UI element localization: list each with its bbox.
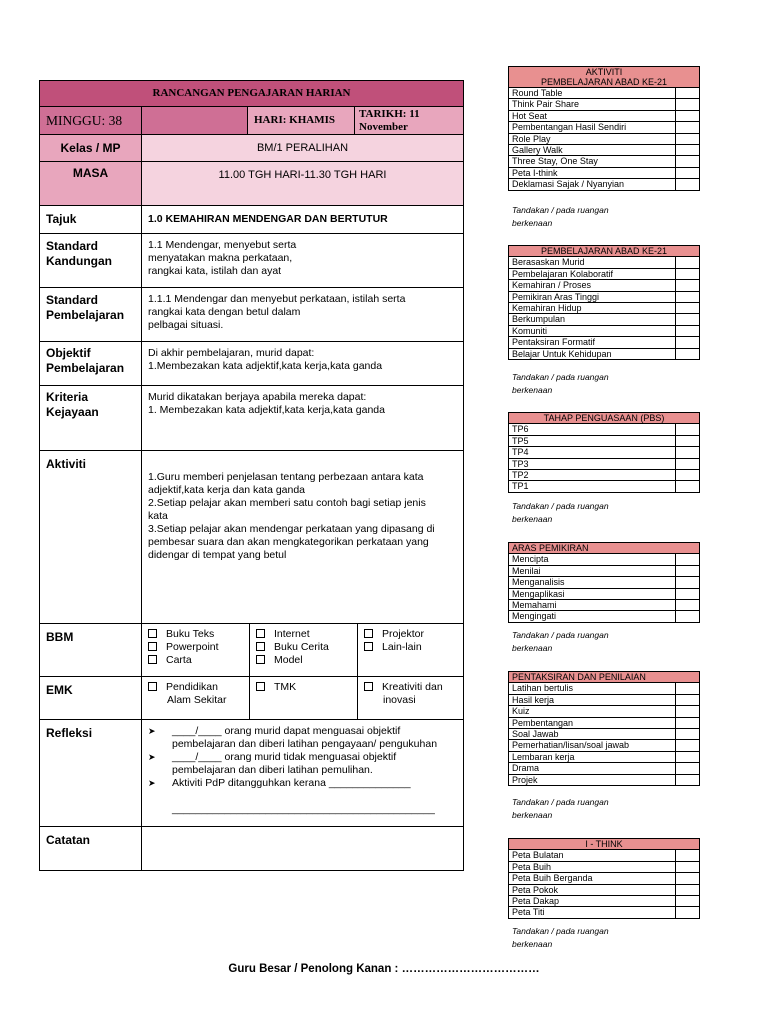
checklist-item-label: Pemerhatian/lisan/soal jawab bbox=[509, 740, 676, 751]
bbm-buku-cerita-label: Buku Cerita bbox=[274, 641, 329, 653]
checklist-item-label: TP6 bbox=[509, 424, 676, 435]
checklist-item-label: Gallery Walk bbox=[509, 145, 676, 156]
tandakan-note: Tandakan / pada ruangan berkenaan bbox=[512, 797, 609, 820]
checklist-item-label: Kemahiran Hidup bbox=[509, 303, 676, 314]
checklist-tick-box[interactable] bbox=[676, 740, 700, 751]
checklist-item-label: Pembentangan bbox=[509, 717, 676, 728]
tajuk-value: 1.0 KEMAHIRAN MENDENGAR DAN BERTUTUR bbox=[142, 206, 464, 234]
bbm-model-label: Model bbox=[274, 654, 303, 666]
refleksi-label: Refleksi bbox=[40, 720, 142, 827]
checklist-row bbox=[509, 861, 700, 872]
checklist-tick-box[interactable] bbox=[676, 763, 700, 774]
tandakan-note: Tandakan / pada ruangan berkenaan bbox=[512, 926, 609, 949]
checklist-tick-box[interactable] bbox=[676, 110, 700, 121]
checklist-row bbox=[509, 145, 700, 156]
checklist-tick-box[interactable] bbox=[676, 291, 700, 302]
tarikh-cell: TARIKH: 11 November bbox=[355, 107, 464, 135]
standard-pembelajaran-value: 1.1.1 Mendengar dan menyebut perkataan, istilah serta rangkai kata dengan betul dalam pelbagai situasi. bbox=[142, 288, 464, 342]
checklist-item-label: Berasaskan Murid bbox=[509, 257, 676, 268]
checklist-row bbox=[509, 470, 700, 481]
checklist-row bbox=[509, 611, 700, 622]
checklist-item-label: Hasil kerja bbox=[509, 694, 676, 705]
checklist-row bbox=[509, 600, 700, 611]
checklist-item-label: Hot Seat bbox=[509, 110, 676, 121]
minggu-cell: MINGGU: 38 bbox=[40, 107, 142, 135]
pembelajaran-abad-21-header: PEMBELAJARAN ABAD KE-21 bbox=[509, 246, 700, 257]
checklist-row bbox=[509, 122, 700, 133]
bbm-carta-checkbox[interactable] bbox=[148, 655, 157, 664]
checklist-tick-box[interactable] bbox=[676, 167, 700, 178]
emk-options bbox=[142, 677, 464, 720]
checklist-tick-box[interactable] bbox=[675, 447, 699, 458]
checklist-row bbox=[509, 447, 700, 458]
plan-title: RANCANGAN PENGAJARAN HARIAN bbox=[40, 81, 464, 107]
checklist-row bbox=[509, 751, 700, 762]
checklist-row bbox=[509, 554, 700, 565]
catatan-field[interactable] bbox=[142, 827, 464, 871]
bbm-lain-lain-label: Lain-lain bbox=[382, 641, 422, 653]
checklist-item-label: Pentaksiran Formatif bbox=[509, 337, 676, 348]
checklist-item-label: TP2 bbox=[509, 470, 676, 481]
aras-pemikiran-table bbox=[508, 542, 700, 623]
catatan-label: Catatan bbox=[40, 827, 142, 871]
masa-value: 11.00 TGH HARI-11.30 TGH HARI bbox=[142, 162, 464, 206]
checklist-row bbox=[509, 179, 700, 190]
standard-kandungan-value: 1.1 Mendengar, menyebut serta menyatakan makna perkataan, rangkai kata, istilah dan ayat bbox=[142, 234, 464, 288]
checklist-item-label: Peta I-think bbox=[509, 167, 676, 178]
checklist-item-label: Lembaran kerja bbox=[509, 751, 676, 762]
kriteria-value: Murid dikatakan berjaya apabila mereka dapat: 1. Membezakan kata adjektif,kata kerja,kata ganda bbox=[142, 386, 464, 451]
checklist-row bbox=[509, 683, 700, 694]
checklist-item-label: Peta Pokok bbox=[509, 884, 676, 895]
checklist-item-label: Three Stay, One Stay bbox=[509, 156, 676, 167]
refleksi-value: ➤ ____/____ orang murid dapat menguasai objektif pembelajaran dan diberi latihan pengayaan/ pengukuhan ➤ ____/____ orang murid tidak menguasai objektif pembelajaran dan diberi latihan pemulihan. ➤ Aktiviti PdP ditangguhkan kerana ______________ _____________________________________________ bbox=[142, 720, 464, 827]
checklist-tick-box[interactable] bbox=[676, 145, 700, 156]
checklist-tick-box[interactable] bbox=[675, 435, 699, 446]
checklist-tick-box[interactable] bbox=[676, 706, 700, 717]
checklist-tick-box[interactable] bbox=[676, 774, 700, 785]
bbm-label: BBM bbox=[40, 624, 142, 677]
checklist-tick-box[interactable] bbox=[675, 458, 699, 469]
checklist-tick-box[interactable] bbox=[676, 588, 700, 599]
kriteria-label: Kriteria Kejayaan bbox=[40, 386, 142, 451]
bbm-projektor-label: Projektor bbox=[382, 628, 425, 640]
checklist-tick-box[interactable] bbox=[676, 303, 700, 314]
checklist-item-label: TP4 bbox=[509, 447, 676, 458]
checklist-tick-box[interactable] bbox=[676, 337, 700, 348]
checklist-row bbox=[509, 268, 700, 279]
checklist-tick-box[interactable] bbox=[676, 896, 700, 907]
checklist-item-label: Pembelajaran Kolaboratif bbox=[509, 268, 676, 279]
bbm-powerpoint-label: Powerpoint bbox=[166, 641, 219, 653]
checklist-row bbox=[509, 884, 700, 895]
checklist-item-label: TP3 bbox=[509, 458, 676, 469]
checklist-item-label: Memahami bbox=[509, 600, 676, 611]
objektif-value: Di akhir pembelajaran, murid dapat: 1.Membezakan kata adjektif,kata kerja,kata ganda bbox=[142, 342, 464, 386]
bbm-internet-checkbox[interactable] bbox=[256, 629, 265, 638]
checklist-item-label: Role Play bbox=[509, 133, 676, 144]
emk-pendidikan-checkbox[interactable] bbox=[148, 682, 157, 691]
hari-cell: HARI: KHAMIS bbox=[248, 107, 355, 135]
emk-tmk-label: TMK bbox=[274, 681, 297, 693]
checklist-row bbox=[509, 907, 700, 918]
checklist-row bbox=[509, 291, 700, 302]
emk-alam-sekitar-label: Alam Sekitar bbox=[167, 694, 227, 706]
checklist-tick-box[interactable] bbox=[676, 156, 700, 167]
checklist-row bbox=[509, 314, 700, 325]
checklist-tick-box[interactable] bbox=[676, 179, 700, 190]
checklist-tick-box[interactable] bbox=[676, 729, 700, 740]
checklist-row bbox=[509, 706, 700, 717]
standard-pembelajaran-label: Standard Pembelajaran bbox=[40, 288, 142, 342]
checklist-tick-box[interactable] bbox=[676, 554, 700, 565]
checklist-row bbox=[509, 167, 700, 178]
checklist-item-label: Mengingati bbox=[509, 611, 676, 622]
checklist-row bbox=[509, 348, 700, 359]
checklist-row bbox=[509, 717, 700, 728]
tandakan-note: Tandakan / pada ruangan berkenaan bbox=[512, 205, 609, 228]
checklist-tick-box[interactable] bbox=[675, 470, 699, 481]
checklist-row bbox=[509, 110, 700, 121]
checklist-row bbox=[509, 99, 700, 110]
checklist-item-label: TP1 bbox=[509, 481, 676, 492]
checklist-row bbox=[509, 156, 700, 167]
checklist-item-label: Peta Buih Berganda bbox=[509, 873, 676, 884]
checklist-item-label: Kuiz bbox=[509, 706, 676, 717]
bbm-model-checkbox[interactable] bbox=[256, 655, 265, 664]
kelas-label: Kelas / MP bbox=[40, 135, 142, 162]
checklist-tick-box[interactable] bbox=[676, 122, 700, 133]
checklist-tick-box[interactable] bbox=[676, 873, 700, 884]
checklist-tick-box[interactable] bbox=[676, 99, 700, 110]
arrow-bullet-icon: ➤ bbox=[148, 752, 156, 762]
checklist-item-label: Peta Titi bbox=[509, 907, 676, 918]
checklist-tick-box[interactable] bbox=[676, 850, 700, 861]
checklist-item-label: Peta Buih bbox=[509, 861, 676, 872]
checklist-row bbox=[509, 133, 700, 144]
checklist-tick-box[interactable] bbox=[676, 314, 700, 325]
checklist-row bbox=[509, 740, 700, 751]
checklist-tick-box[interactable] bbox=[676, 280, 700, 291]
checklist-item-label: Projek bbox=[509, 774, 676, 785]
checklist-row bbox=[509, 873, 700, 884]
emk-kreativiti-checkbox[interactable] bbox=[364, 682, 373, 691]
checklist-row bbox=[509, 280, 700, 291]
arrow-bullet-icon: ➤ bbox=[148, 778, 156, 788]
aras-pemikiran-header: ARAS PEMIKIRAN bbox=[509, 543, 700, 554]
checklist-item-label: Pembentangan Hasil Sendiri bbox=[509, 122, 676, 133]
i-think-header: I - THINK bbox=[509, 839, 700, 850]
tahap-penguasaan-header: TAHAP PENGUASAAN (PBS) bbox=[509, 413, 700, 424]
checklist-tick-box[interactable] bbox=[676, 751, 700, 762]
checklist-item-label: Pemikiran Aras Tinggi bbox=[509, 291, 676, 302]
masa-label: MASA bbox=[40, 162, 142, 206]
checklist-tick-box[interactable] bbox=[676, 268, 700, 279]
checklist-item-label: Latihan bertulis bbox=[509, 683, 676, 694]
checklist-tick-box[interactable] bbox=[676, 861, 700, 872]
checklist-tick-box[interactable] bbox=[676, 577, 700, 588]
aktiviti-abad-21-header: AKTIVITI PEMBELAJARAN ABAD KE-21 bbox=[509, 67, 700, 88]
checklist-row bbox=[509, 257, 700, 268]
checklist-item-label: Kemahiran / Proses bbox=[509, 280, 676, 291]
checklist-item-label: Menganalisis bbox=[509, 577, 676, 588]
checklist-row bbox=[509, 774, 700, 785]
aktiviti-value: 1.Guru memberi penjelasan tentang perbezaan antara kata adjektif,kata kerja dan kata ganda 2.Setiap pelajar akan memberi satu contoh bagi setiap jenis kata 3.Setiap pelajar akan mendengar perkataan yang dipasang di pembesar suara dan akan mengkategorikan perkataan yang didengar di tempat yang betul bbox=[142, 451, 464, 624]
tahap-penguasaan-table bbox=[508, 412, 700, 493]
checklist-row bbox=[509, 763, 700, 774]
checklist-row bbox=[509, 577, 700, 588]
bbm-internet-label: Internet bbox=[274, 628, 310, 640]
signature-line: Guru Besar / Penolong Kanan : ……………………………… bbox=[228, 963, 540, 975]
checklist-item-label: Think Pair Share bbox=[509, 99, 676, 110]
checklist-row bbox=[509, 325, 700, 336]
checklist-row bbox=[509, 694, 700, 705]
checklist-item-label: Round Table bbox=[509, 88, 676, 99]
checklist-item-label: Drama bbox=[509, 763, 676, 774]
emk-inovasi-label: inovasi bbox=[383, 694, 416, 706]
checklist-tick-box[interactable] bbox=[676, 717, 700, 728]
bbm-buku-cerita-checkbox[interactable] bbox=[256, 642, 265, 651]
checklist-item-label: Mencipta bbox=[509, 554, 676, 565]
bbm-lain-lain-checkbox[interactable] bbox=[364, 642, 373, 651]
i-think-table bbox=[508, 838, 700, 919]
standard-kandungan-label: Standard Kandungan bbox=[40, 234, 142, 288]
checklist-row bbox=[509, 458, 700, 469]
checklist-row bbox=[509, 896, 700, 907]
checklist-item-label: Peta Dakap bbox=[509, 896, 676, 907]
checklist-row bbox=[509, 303, 700, 314]
pentaksiran-header: PENTAKSIRAN DAN PENILAIAN bbox=[509, 672, 700, 683]
checklist-row bbox=[509, 481, 700, 492]
checklist-tick-box[interactable] bbox=[675, 481, 699, 492]
aktiviti-label: Aktiviti bbox=[40, 451, 142, 624]
aktiviti-abad-21-table bbox=[508, 66, 700, 191]
checklist-row bbox=[509, 424, 700, 435]
bbm-powerpoint-checkbox[interactable] bbox=[148, 642, 157, 651]
checklist-item-label: Deklamasi Sajak / Nyanyian bbox=[509, 179, 676, 190]
checklist-item-label: Berkumpulan bbox=[509, 314, 676, 325]
checklist-tick-box[interactable] bbox=[676, 348, 700, 359]
checklist-row bbox=[509, 435, 700, 446]
checklist-tick-box[interactable] bbox=[676, 611, 700, 622]
tajuk-label: Tajuk bbox=[40, 206, 142, 234]
checklist-tick-box[interactable] bbox=[676, 884, 700, 895]
checklist-row bbox=[509, 729, 700, 740]
objektif-label: Objektif Pembelajaran bbox=[40, 342, 142, 386]
tandakan-note: Tandakan / pada ruangan berkenaan bbox=[512, 372, 609, 395]
checklist-item-label: Peta Bulatan bbox=[509, 850, 676, 861]
checklist-item-label: Komuniti bbox=[509, 325, 676, 336]
tandakan-note: Tandakan / pada ruangan berkenaan bbox=[512, 630, 609, 653]
arrow-bullet-icon: ➤ bbox=[148, 726, 156, 736]
bbm-projektor-checkbox[interactable] bbox=[364, 629, 373, 638]
bbm-carta-label: Carta bbox=[166, 654, 192, 666]
emk-label: EMK bbox=[40, 677, 142, 720]
emk-pendidikan-label: Pendidikan bbox=[166, 681, 218, 693]
checklist-tick-box[interactable] bbox=[676, 325, 700, 336]
checklist-tick-box[interactable] bbox=[676, 257, 700, 268]
checklist-item-label: TP5 bbox=[509, 435, 676, 446]
checklist-item-label: Mengaplikasi bbox=[509, 588, 676, 599]
checklist-item-label: Menilai bbox=[509, 565, 676, 576]
kelas-value: BM/1 PERALIHAN bbox=[142, 135, 464, 162]
checklist-row bbox=[509, 88, 700, 99]
checklist-item-label: Soal Jawab bbox=[509, 729, 676, 740]
checklist-item-label: Belajar Untuk Kehidupan bbox=[509, 348, 676, 359]
checklist-row bbox=[509, 850, 700, 861]
tandakan-note: Tandakan / pada ruangan berkenaan bbox=[512, 501, 609, 524]
pentaksiran-table bbox=[508, 671, 700, 786]
checklist-row bbox=[509, 588, 700, 599]
bbm-buku-teks-checkbox[interactable] bbox=[148, 629, 157, 638]
bbm-buku-teks-label: Buku Teks bbox=[166, 628, 215, 640]
checklist-tick-box[interactable] bbox=[676, 694, 700, 705]
checklist-tick-box[interactable] bbox=[676, 600, 700, 611]
checklist-tick-box[interactable] bbox=[676, 907, 700, 918]
checklist-row bbox=[509, 337, 700, 348]
emk-kreativiti-label: Kreativiti dan bbox=[382, 681, 443, 693]
checklist-tick-box[interactable] bbox=[675, 424, 699, 435]
checklist-tick-box[interactable] bbox=[676, 88, 700, 99]
checklist-tick-box[interactable] bbox=[676, 565, 700, 576]
pembelajaran-abad-21-table bbox=[508, 245, 700, 360]
emk-tmk-checkbox[interactable] bbox=[256, 682, 265, 691]
checklist-row bbox=[509, 565, 700, 576]
lesson-plan-table bbox=[39, 80, 464, 871]
bbm-options bbox=[142, 624, 464, 677]
checklist-tick-box[interactable] bbox=[676, 683, 700, 694]
checklist-tick-box[interactable] bbox=[676, 133, 700, 144]
